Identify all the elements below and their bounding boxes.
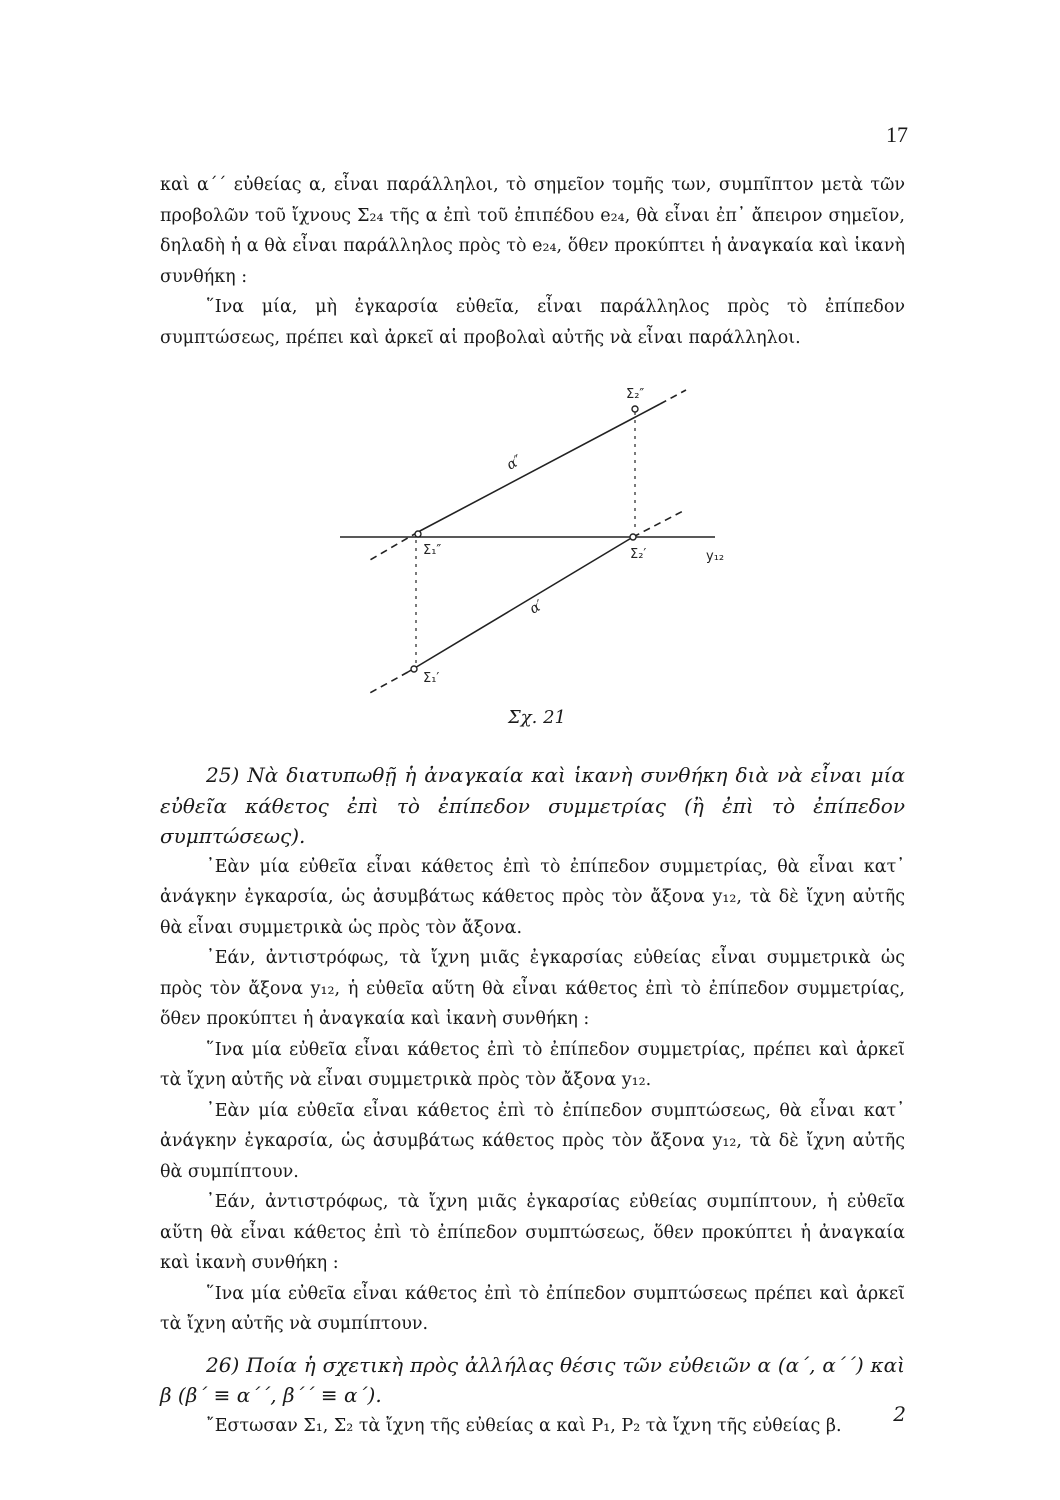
line-alpha-single: [408, 537, 633, 672]
point-s1-double: [415, 531, 421, 537]
line-alpha-double: [418, 404, 660, 532]
label-axis: y₁₂: [706, 549, 725, 564]
paragraph: ῞Ινα μία εὐθεῖα εἶναι κάθετος ἐπὶ τὸ ἐπίπεδον συμπτώσεως πρέπει καὶ ἀρκεῖ τὰ ἴχνη αὐτῆς νὰ συμπίπτουν.: [160, 1283, 905, 1334]
paragraph: ᾽Εάν, ἀντιστρόφως, τὰ ἴχνη μιᾶς ἐγκαρσίας εὐθείας εἶναι συμμετρικὰ ὡς πρὸς τὸν ἄξονα y₁₂, ἡ εὐθεῖα αὕτη θὰ εἶναι κάθετος ἐπὶ τὸ ἐπίπεδον συμμετρίας, ὅθεν προκύπτει ἡ ἀναγκαία καὶ ἱκανὴ συνθήκη :: [160, 948, 905, 1029]
line-alpha-single-dashed-top: [633, 510, 685, 537]
point-s1-single: [411, 666, 417, 672]
label-alpha-double: α″: [504, 452, 525, 474]
line-alpha-single-dashed-bottom: [368, 672, 408, 694]
paragraph: ῞Ινα μία, μὴ ἐγκαρσία εὐθεῖα, εἶναι παράλληλος πρὸς τὸ ἐπίπεδον συμπτώσεως, πρέπει καὶ ἀρκεῖ αἱ προβολαὶ αὐτῆς νὰ εἶναι παράλληλοι.: [160, 297, 905, 348]
bottom-text: [160, 760, 905, 1441]
figure-21: [330, 372, 730, 752]
point-s2-double: [632, 406, 638, 412]
page-number: 17: [886, 122, 908, 147]
paragraph: ᾽Εάν, ἀντιστρόφως, τὰ ἴχνη μιᾶς ἐγκαρσίας εὐθείας συμπίπτουν, ἡ εὐθεῖα αὕτη θὰ εἶναι κάθετος ἐπὶ τὸ ἐπίπεδον συμπτώσεως, ὅθεν προκύπτει ἡ ἀναγκαία καὶ ἱκανὴ συνθήκη :: [160, 1192, 905, 1273]
label-alpha-single: α′: [527, 597, 546, 618]
figure-caption: Σχ. 21: [508, 707, 566, 728]
signature-mark: 2: [893, 1402, 906, 1426]
section-25-heading: 25) Νὰ διατυπωθῇ ἡ ἀναγκαία καὶ ἱκανὴ συνθήκη διὰ νὰ εἶναι μία εὐθεῖα κάθετος ἐπὶ τὸ ἐπίπεδον συμμετρίας (ἢ ἐπὶ τὸ ἐπίπεδον συμπτώσεως).: [160, 763, 905, 848]
paragraph: ῎Εστωσαν Σ₁, Σ₂ τὰ ἴχνη τῆς εὐθείας α καὶ P₁, P₂ τὰ ἴχνη τῆς εὐθείας β.: [206, 1415, 842, 1436]
section-26-heading: 26) Ποία ἡ σχετικὴ πρὸς ἀλλήλας θέσις τῶν εὐθειῶν α (α΄, α΄΄) καὶ β (β΄ ≡ α΄΄, β΄΄ ≡ α΄).: [160, 1352, 905, 1407]
paragraph: ῞Ινα μία εὐθεῖα εἶναι κάθετος ἐπὶ τὸ ἐπίπεδον συμμετρίας, πρέπει καὶ ἀρκεῖ τὰ ἴχνη αὐτῆς νὰ εἶναι συμμετρικὰ πρὸς τὸν ἄξονα y₁₂.: [160, 1039, 905, 1090]
paragraph: ᾽Εὰν μία εὐθεῖα εἶναι κάθετος ἐπὶ τὸ ἐπίπεδον συμπτώσεως, θὰ εἶναι κατ᾽ ἀνάγκην ἐγκαρσία, ὡς ἀσυμβάτως κάθετος πρὸς τὸν ἄξονα y₁₂, τὰ δὲ ἴχνη αὐτῆς θὰ συμπίπτουν.: [160, 1100, 905, 1182]
paragraph: ᾽Εὰν μία εὐθεῖα εἶναι κάθετος ἐπὶ τὸ ἐπίπεδον συμμετρίας, θὰ εἶναι κατ᾽ ἀνάγκην ἐγκαρσία, ὡς ἀσυμβάτως κάθετος πρὸς τὸν ἄξονα y₁₂, τὰ δὲ ἴχνη αὐτῆς θὰ εἶναι συμμετρικὰ ὡς πρὸς τὸν ἄξονα.: [160, 856, 905, 938]
label-s1-double: Σ₁″: [423, 543, 442, 558]
label-s1-single: Σ₁′: [423, 671, 440, 686]
point-s2-single: [630, 534, 636, 540]
label-s2-double: Σ₂″: [626, 387, 645, 402]
label-s2-single: Σ₂′: [630, 547, 647, 562]
figure-diagram: [330, 372, 730, 712]
top-text: [160, 170, 905, 353]
line-alpha-double-dashed-top: [660, 390, 686, 404]
paragraph: καὶ α΄΄ εὐθείας α, εἶναι παράλληλοι, τὸ σημεῖον τομῆς των, συμπῖπτον μετὰ τῶν προβολῶν τοῦ ἴχνους Σ₂₄ τῆς α ἐπὶ τοῦ ἐπιπέδου e₂₄, θὰ εἶναι ἐπ᾽ ἄπειρον σημεῖον, δηλαδὴ ἡ α θὰ εἶναι παράλληλος πρὸς τὸ e₂₄, ὅθεν προκύπτει ἡ ἀναγκαία καὶ ἱκανὴ συνθήκη :: [160, 175, 905, 287]
